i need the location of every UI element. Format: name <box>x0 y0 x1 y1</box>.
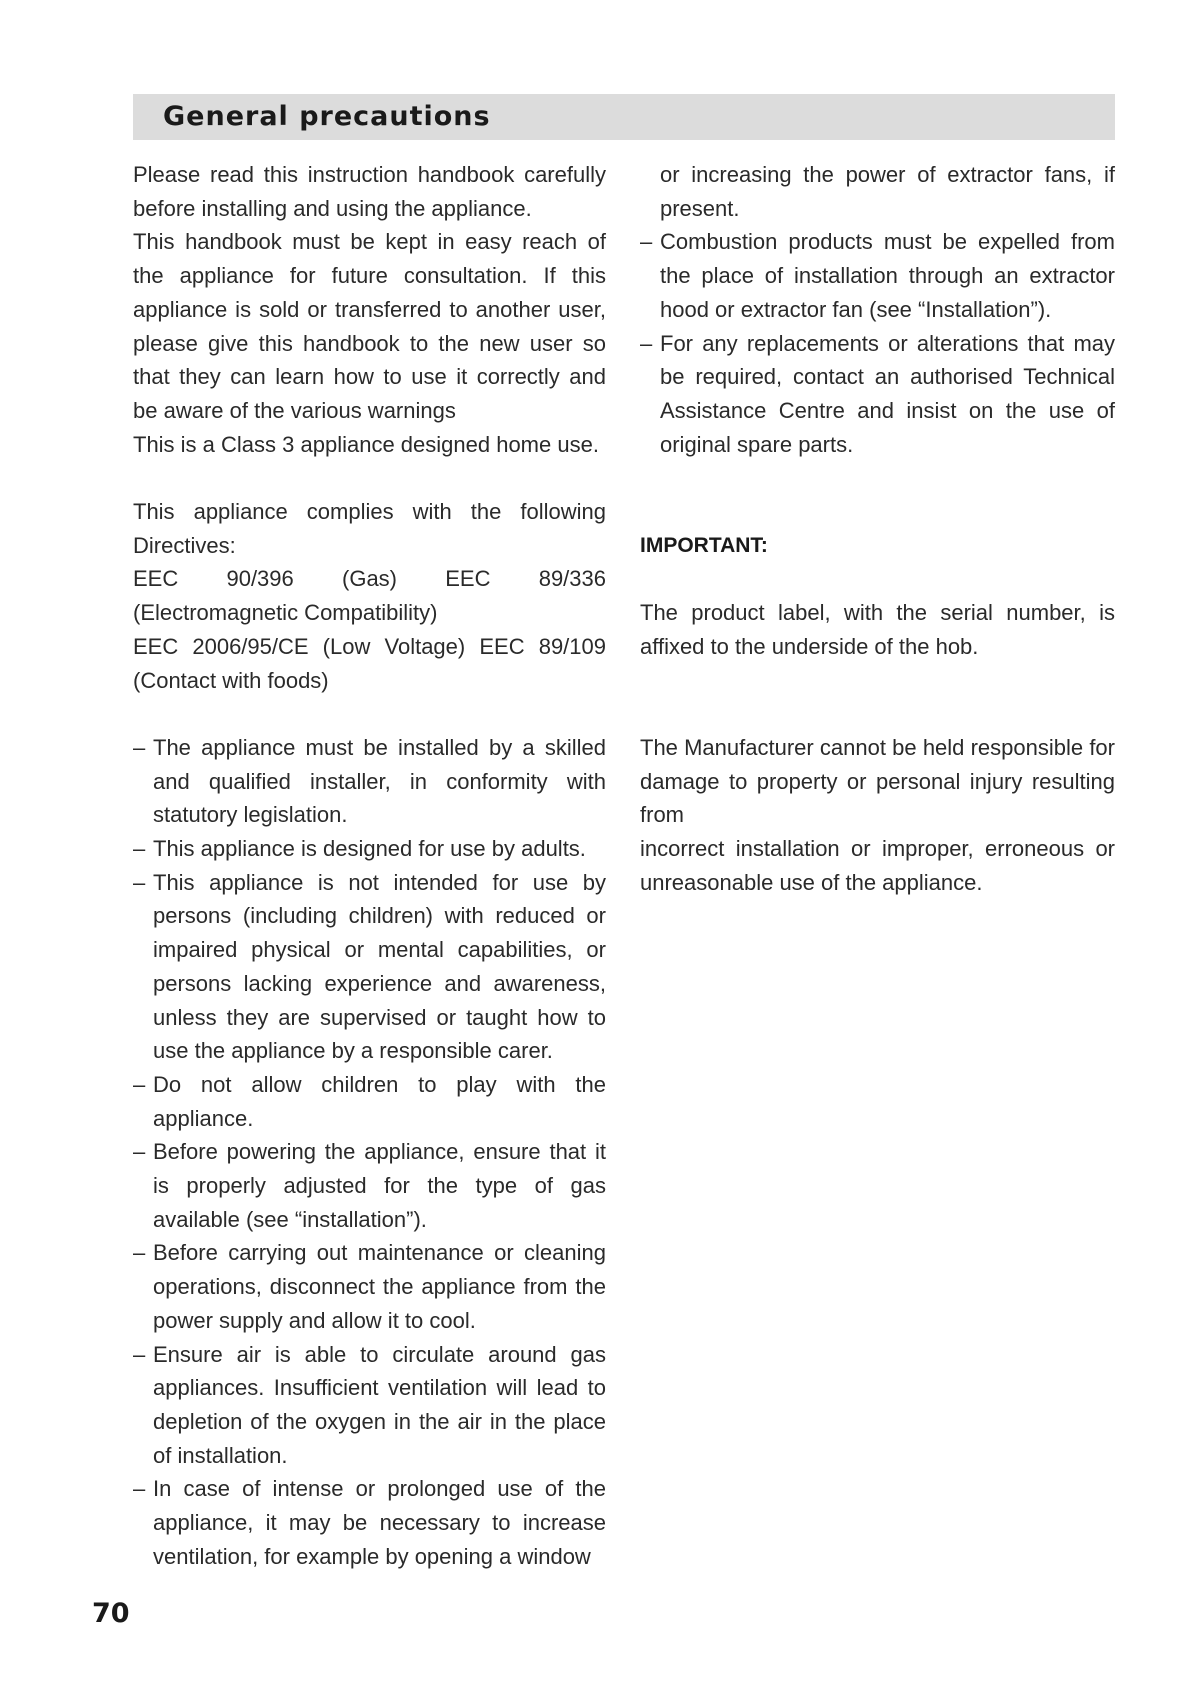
bullet-text: Ensure air is able to circulate around gas appliances. Insufficient ventilation will lead to depletion of the oxygen in the air in the place of installation. <box>153 1341 606 1468</box>
left-column <box>133 158 606 1574</box>
precaution-bullet <box>640 327 1115 462</box>
bullet-dash: – <box>133 869 146 895</box>
bullet-text: This appliance is designed for use by adults. <box>153 836 586 862</box>
precaution-bullet <box>133 731 606 832</box>
precaution-bullet <box>133 1135 606 1236</box>
bullet-dash: – <box>640 229 653 255</box>
bullet-dash: – <box>640 330 653 356</box>
precaution-bullet <box>133 1068 606 1135</box>
intro-paragraph: This is a Class 3 appliance designed home use. <box>133 431 599 457</box>
bullet-dash: – <box>133 734 146 760</box>
section-header-bar <box>133 94 1115 140</box>
manufacturer-disclaimer: The Manufacturer cannot be held responsible for damage to property or personal injury resulting from <box>640 734 1115 828</box>
directives-paragraph: EEC 90/396 (Gas) EEC 89/336 (Electromagnetic Compatibility) <box>133 566 606 626</box>
bullet-dash: – <box>133 836 146 862</box>
bullet-dash: – <box>133 1240 146 1266</box>
continued-bullet-text: or increasing the power of extractor fans, if present. <box>660 162 1115 221</box>
precaution-bullet <box>640 225 1115 326</box>
precaution-bullet <box>133 1338 606 1473</box>
bullet-text: Do not allow children to play with the appliance. <box>153 1071 606 1131</box>
bullet-text: In case of intense or prolonged use of the appliance, it may be necessary to increase ventilation, for example by opening a window <box>153 1476 606 1569</box>
bullet-dash: – <box>133 1476 146 1502</box>
precaution-bullet <box>133 832 606 866</box>
directives-paragraph: EEC 2006/95/CE (Low Voltage) EEC 89/109 (Contact with foods) <box>133 633 606 693</box>
bullet-text: Before carrying out maintenance or cleaning operations, disconnect the appliance from the power supply and allow it to cool. <box>153 1240 606 1333</box>
intro-paragraph: This handbook must be kept in easy reach of the appliance for future consultation. If this appliance is sold or transferred to another user, please give this handbook to the new user so that they can learn how to use it correctly and be aware of the various warnings <box>133 229 606 423</box>
bullet-text: This appliance is not intended for use by persons (including children) with reduced or impaired physical or mental capabilities, or persons lacking experience and awareness, unless they are supervised or taught how to use the appliance by a responsible carer. <box>153 869 606 1064</box>
directives-paragraph: This appliance complies with the following Directives: <box>133 499 606 558</box>
bullet-text: The appliance must be installed by a skilled and qualified installer, in conformity with statutory legislation. <box>153 734 606 828</box>
bullet-text: Combustion products must be expelled from the place of installation through an extractor hood or extractor fan (see “Installation”). <box>660 229 1115 322</box>
precaution-bullet <box>133 866 606 1068</box>
section-title: General precautions <box>163 101 491 132</box>
precaution-bullet <box>133 1236 606 1337</box>
bullet-text: For any replacements or alterations that may be required, contact an authorised Technical Assistance Centre and insist on the use of original spare parts. <box>660 330 1115 457</box>
bullet-dash: – <box>133 1341 146 1367</box>
product-label-note: The product label, with the serial number, is affixed to the underside of the hob. <box>640 600 1115 659</box>
manufacturer-disclaimer: incorrect installation or improper, erroneous or unreasonable use of the appliance. <box>640 836 1115 895</box>
precaution-bullet <box>133 1472 606 1573</box>
bullet-dash: – <box>133 1139 146 1165</box>
bullet-text: Before powering the appliance, ensure that it is properly adjusted for the type of gas available (see “installation”). <box>153 1139 606 1232</box>
intro-paragraph: Please read this instruction handbook carefully before installing and using the appliance. <box>133 162 606 221</box>
important-heading: IMPORTANT: <box>640 533 768 557</box>
page-number: 70 <box>92 1598 130 1629</box>
bullet-dash: – <box>133 1071 146 1097</box>
right-column <box>640 158 1115 899</box>
